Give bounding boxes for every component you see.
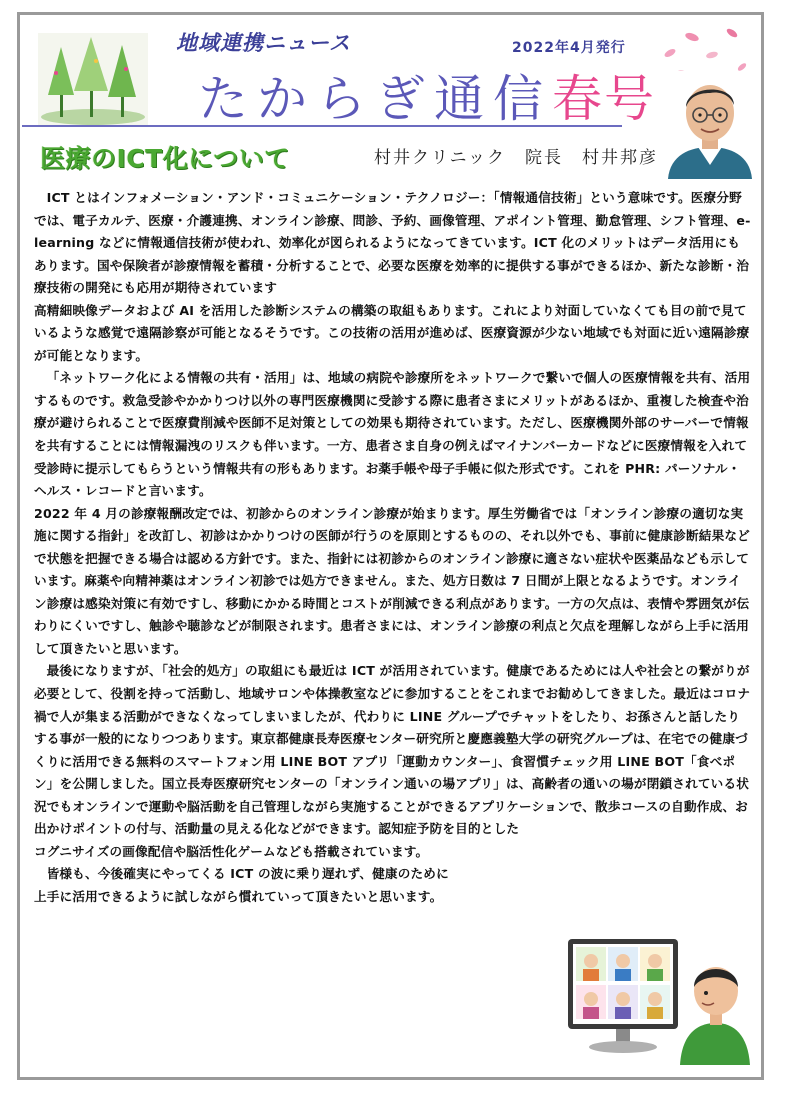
section-title: 医療のICT化について — [40, 144, 290, 173]
tree-illustration — [38, 33, 148, 125]
paragraph: ICT とはインフォメーション・アンド・コミュニケーション・テクノロジー：「情報通信技術」という意味です。医療分野では、電子カルテ、医療・介護連携、オンライン診療、問診、予約、画像管理、アポイント管理、勤怠管理、シフト管理、e-learning などに情報通信技術が使われ、効率化が図られるようになってきています。ICT 化のメリットはデータ活用にもあります。国や保険者が診療情報を蓄積・分析することで、必要な医療を効率的に提供する事ができるほか、新たな診断・治療技術の開発にも応用が期待されています — [34, 190, 751, 296]
paragraph: 高精細映像データおよび AI を活用した診断システムの構築の取組もあります。これにより対面していなくても目の前で見ているような感覚で遠隔診察が可能となるそうです。この技術の活用が進めば、医療資源が少ない地域でも対面に近い遠隔診療が可能となります。 — [34, 302, 750, 363]
paragraph: 皆様も、今後確実にやってくる ICT の波に乗り遅れず、健康のために — [46, 866, 449, 882]
newsletter-title — [198, 59, 656, 131]
title-season: 春号 — [552, 70, 656, 128]
header-divider — [22, 125, 622, 127]
paragraph: 「ネットワーク化による情報の共有・活用」は、地域の病院や診療所をネットワークで繋いで個人の医療情報を共有、活用するものです。救急受診やかかりつけ以外の専門医療機関に受診する際に患者さまにメリットがあるほか、重複した検査や治療が避けられることで医療費削減や医師不足対策としての効果も期待されています。ただし、医療機関外部のサーバーで情報を共有することには情報漏洩のリスクも伴います。一方、患者さま自身の例えばマイナンバーカードなどに医療情報を入れて受診時に提示してもらうという情報共有の形もあります。お薬手帳や母子手帳に似た形式です。これを PHR: パーソナル・ヘルス・レコードと言います。 — [34, 370, 751, 499]
paragraph: 最後になりますが、「社会的処方」の取組にも最近は ICT が活用されています。健康であるためには人や社会との繋がりが必要として、役割を持って活動し、地域サロンや体操教室などに参加することをこれまでお勧めしてきました。最近はコロナ禍で人が集まる活動ができなくなってしまいましたが、代わりに LINE グループでチャットをしたり、お孫さんと話したりする事が一般的になりつつあります。東京都健康長寿医療センター研究所と慶應義塾大学の研究グループは、在宅での健康づくりに活用できる無料のスマートフォン用 LINE BOT アプリ「運動カウンター」、食習慣チェック用 LINE BOT「食べポン」を公開しました。国立長寿医療研究センターの「オンライン通いの場アプリ」は、高齢者の通いの場が閉鎖されている状況でもオンラインで運動や脳活動を自己管理しながら実施することができるアプリケーションで、散歩コースの自動作成、お出かけポイントの付与、活動量の見える化などができます。認知症予防を目的とした — [34, 663, 751, 837]
newsletter-frame — [17, 12, 764, 1080]
paragraph: 上手に活用できるように試しながら慣れていって頂きたいと思います。 — [34, 888, 443, 904]
paragraph: コグニサイズの画像配信や脳活性化ゲームなども搭載されています。 — [34, 843, 429, 859]
doctor-portrait — [660, 71, 760, 179]
author-line: 村井クリニック 院長 村井邦彦 — [374, 148, 658, 168]
issue-date: 2022年4月発行 — [512, 40, 626, 56]
online-meeting-illustration — [560, 933, 750, 1065]
title-main: たからぎ通信 — [198, 70, 552, 128]
paragraph: 2022 年 4 月の診療報酬改定では、初診からのオンライン診療が始まります。厚生労働省では「オンライン診療の適切な実施に関する指針」を改訂し、初診はかかりつけの医師が行うのを原則とするものの、それ以外でも、事前に健康診断結果などで状態を把握できる場合は認める方針です。また、指針には初診からのオンライン診療に適さない症状や医薬品なども示しています。麻薬や向精神薬はオンライン初診では処方できません。また、処方日数は 7 日間が上限となるようです。オンライン診療は感染対策に有効ですし、移動にかかる時間とコストが削減できる利点があります。一方の欠点は、表情や雰囲気が伝わりにくいですし、触診や聴診などが制限されます。患者さまには、オンライン診療の利点と欠点を理解しながら上手に活用して頂きたいと思います。 — [34, 505, 750, 656]
article-body — [34, 187, 752, 909]
newsletter-header — [20, 15, 761, 183]
news-label: 地域連携ニュース — [176, 31, 351, 55]
